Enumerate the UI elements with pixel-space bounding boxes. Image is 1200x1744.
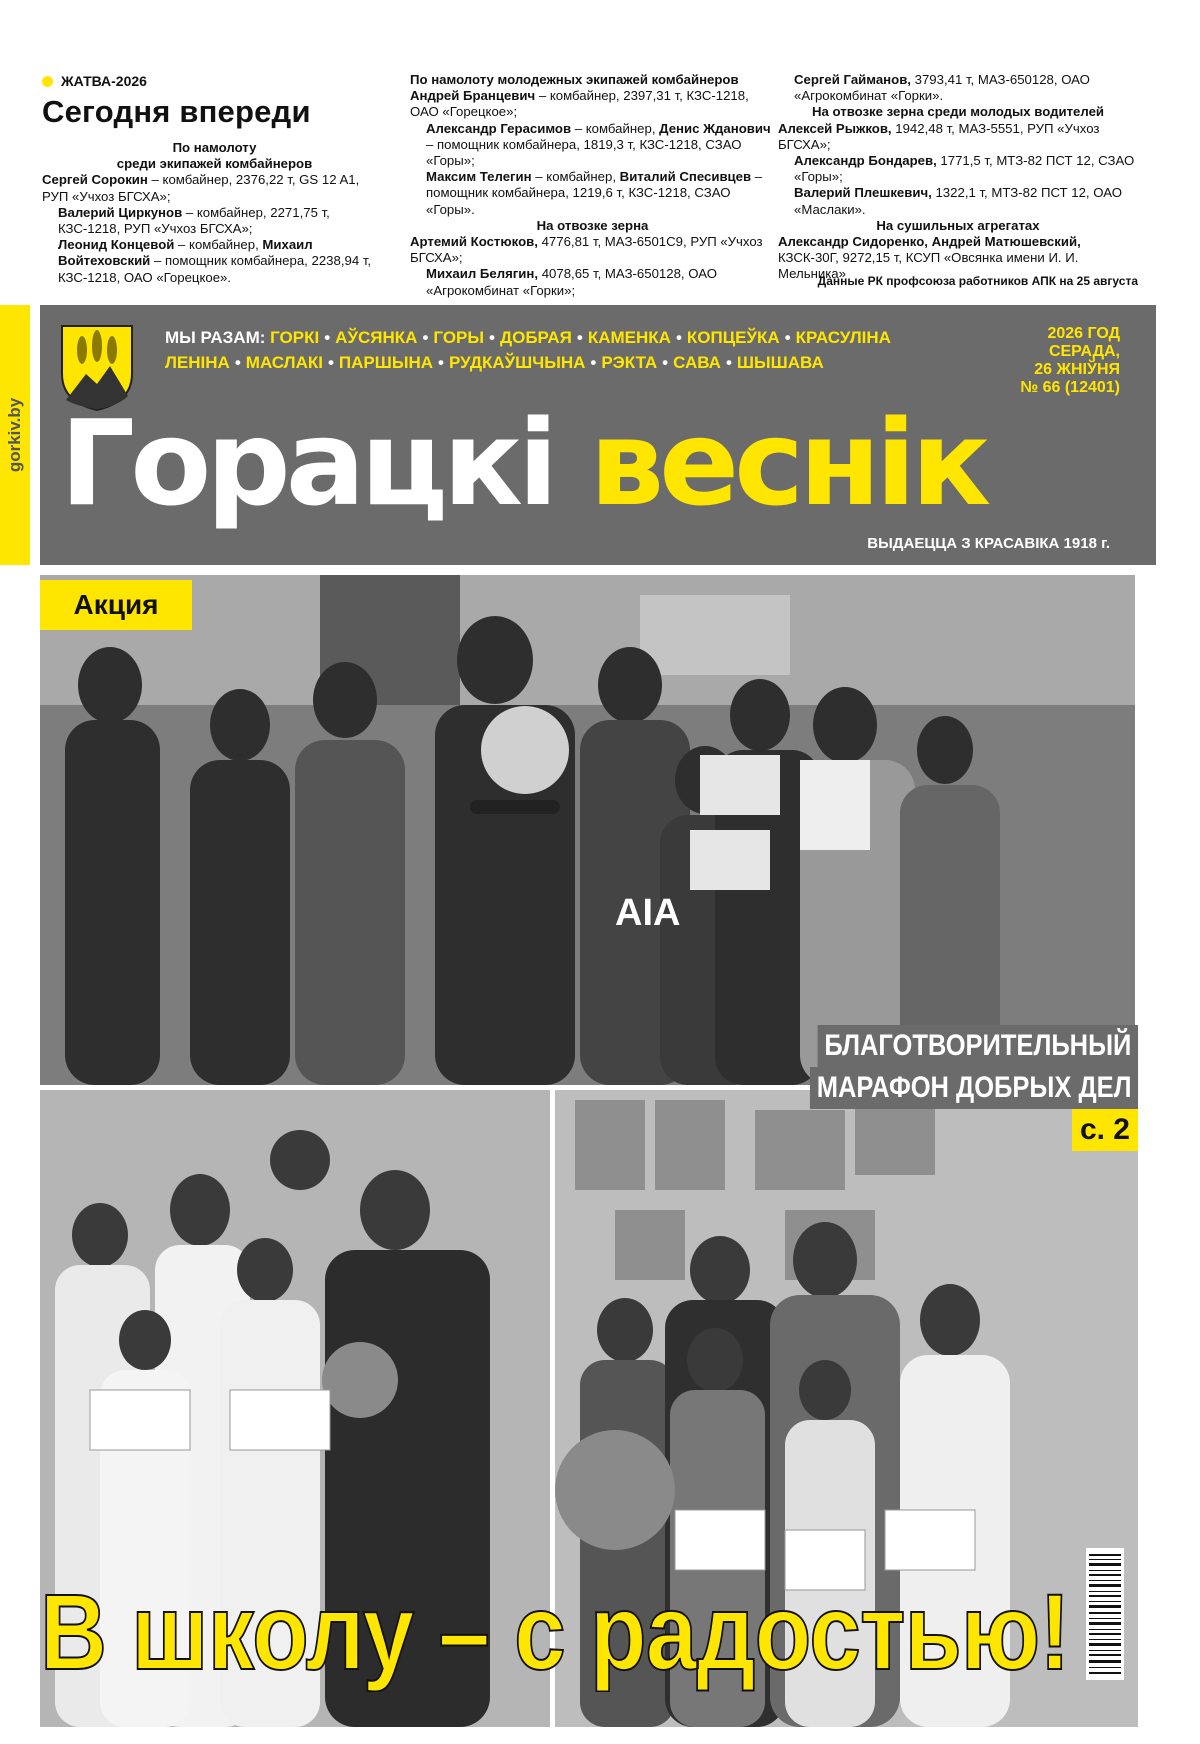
- promo-box[interactable]: [752, 1025, 1138, 1151]
- place-name: АЎСЯНКА: [335, 328, 418, 347]
- section-tag: [42, 73, 147, 89]
- separator-dot: •: [324, 328, 331, 347]
- person-name: Артемий Костюков,: [410, 234, 538, 250]
- person-name: По намолоту молодежных экипажей комбайнеров: [410, 72, 739, 87]
- news-paragraph: Максим Телегин – комбайнер, Виталий Спесивцев – помощник комбайнера, 1219,6 т, КЗС-1218, СЗАО «Горы».: [426, 169, 763, 217]
- place-name: РЭКТА: [601, 353, 658, 372]
- photo-credit: ФОТО МИХАИЛА ЛЕВЦОВА: [998, 1729, 1138, 1740]
- person-name: Алексей Рыжков,: [778, 120, 892, 136]
- separator-dot: •: [576, 328, 583, 347]
- website-strip[interactable]: [0, 305, 30, 565]
- news-paragraph: По намолоту: [172, 140, 257, 155]
- bullet-icon: [42, 76, 53, 87]
- person-name: Михаил Войтеховский: [58, 237, 313, 269]
- place-name: КРАСУЛІНА: [795, 328, 891, 347]
- news-column-1: [42, 140, 387, 286]
- person-name: Андрей Бранцевич: [410, 88, 536, 104]
- news-paragraph: Михаил Белягин, 4078,65 т, МАЗ-650128, ОАО «Агрокомбинат «Горки»;: [426, 266, 717, 298]
- person-name: Валерий Циркунов: [58, 204, 183, 220]
- news-paragraph: Валерий Циркунов – комбайнер, 2271,75 т, КЗС-1218, РУП «Учхоз БГСХА»;: [58, 204, 330, 237]
- news-paragraph: Сергей Сорокин – комбайнер, 2376,22 т, GS 12 A1, РУП «Учхоз БГСХА»;: [42, 172, 360, 204]
- shirt-text: AIA: [615, 892, 681, 934]
- news-column-3: [778, 72, 1138, 283]
- place-name: КОПЦЕЎКА: [686, 328, 780, 347]
- separator-dot: •: [675, 328, 682, 347]
- news-paragraph: На отвозке зерна среди молодых водителей: [811, 104, 1105, 120]
- person-name: Сергей Гайманов,: [794, 72, 911, 87]
- person-name: Александр Герасимов: [426, 120, 572, 136]
- place-name: ШЫШАВА: [736, 353, 824, 372]
- places-line-1: [165, 328, 891, 348]
- person-name: Леонид Концевой: [58, 237, 175, 253]
- place-name: ПАРШЫНА: [338, 353, 434, 372]
- place-name: САВА: [673, 353, 721, 372]
- place-name: МАСЛАКІ: [245, 353, 323, 372]
- issue-info: [1020, 325, 1120, 397]
- place-name: РУДКАЎШЧЫНА: [449, 353, 586, 372]
- person-name: Максим Телегин: [426, 169, 532, 185]
- website-link[interactable]: gorkiv.by: [5, 397, 24, 473]
- news-paragraph: Валерий Плешкевич, 1322,1 т, МТЗ-82 ПСТ 12, ОАО «Маслаки».: [794, 185, 1122, 217]
- news-paragraph: среди экипажей комбайнеров: [116, 156, 313, 172]
- places-line-2: [165, 353, 824, 373]
- issue-weekday: СЕРАДА,: [1048, 343, 1120, 360]
- place-name: ГОРКІ: [270, 328, 320, 347]
- newspaper-title: [60, 394, 987, 532]
- person-name: Михаил Белягин,: [426, 266, 539, 282]
- barcode-icon: [1086, 1548, 1124, 1680]
- issue-year: 2026 ГОД: [1047, 325, 1120, 342]
- person-name: Александр Сидоренко, Андрей Матюшевский,: [778, 234, 1081, 250]
- news-paragraph: [410, 72, 775, 88]
- issue-date: 26 ЖНІЎНЯ: [1034, 361, 1120, 378]
- separator-dot: •: [234, 353, 241, 372]
- news-source: Данные РК профсоюза работников АПК на 25 августа: [817, 274, 1138, 288]
- news-paragraph: Артемий Костюков, 4776,81 т, МАЗ-6501С9, РУП «Учхоз БГСХА»;: [410, 234, 763, 266]
- separator-dot: •: [590, 353, 597, 372]
- places-prefix: МЫ РАЗАМ:: [165, 328, 266, 347]
- since-line: ВЫДАЕЦЦА З КРАСАВІКА 1918 г.: [867, 535, 1110, 552]
- issue-number: № 66 (12401): [1020, 379, 1120, 396]
- promo-line-1: БЛАГОТВОРИТЕЛЬНЫЙ: [817, 1025, 1138, 1067]
- news-paragraph: Андрей Бранцевич – комбайнер, 2397,31 т, КЗС-1218, ОАО «Горецкое»;: [410, 88, 749, 120]
- news-paragraph: Сергей Гайманов, 3793,41 т, МАЗ-650128, ОАО «Агрокомбинат «Горки».: [794, 72, 1090, 104]
- section-label: Акция: [40, 580, 192, 630]
- main-headline: В школу – с радостью!: [40, 1571, 1070, 1692]
- separator-dot: •: [327, 353, 334, 372]
- separator-dot: •: [422, 328, 429, 347]
- news-paragraph: Александр Бондарев, 1771,5 т, МТЗ-82 ПСТ 12, СЗАО «Горы»;: [794, 153, 1135, 185]
- person-name: Валерий Плешкевич,: [794, 185, 932, 201]
- place-name: ДОБРАЯ: [499, 328, 572, 347]
- section-tag-text: ЖАТВА-2026: [61, 73, 147, 89]
- news-paragraph: Александр Сидоренко, Андрей Матюшевский, КЗСК-30Г, 9272,15 т, КСУП «Овсянка имени И. И. Мельника»: [778, 234, 1081, 282]
- news-headline: Сегодня впереди: [42, 94, 311, 129]
- news-paragraph: На сушильных агрегатах: [876, 217, 1040, 233]
- separator-dot: •: [489, 328, 495, 347]
- separator-dot: •: [662, 353, 669, 372]
- news-column-2: [410, 72, 775, 299]
- separator-dot: •: [784, 328, 791, 347]
- news-paragraph: Алексей Рыжков, 1942,48 т, МАЗ-5551, РУП «Учхоз БГСХА»;: [778, 120, 1100, 152]
- title-part-2: веснік: [589, 394, 987, 532]
- separator-dot: •: [725, 353, 732, 372]
- person-name: Сергей Сорокин: [42, 172, 148, 188]
- promo-line-2: МАРАФОН ДОБРЫХ ДЕЛ: [810, 1067, 1138, 1109]
- news-paragraph: Александр Герасимов – комбайнер, Денис Жданович – помощник комбайнера, 1819,3 т, КЗС-1218, СЗАО «Горы»;: [426, 120, 771, 169]
- main-photo: [40, 575, 1135, 1085]
- place-name: КАМЕНКА: [587, 328, 671, 347]
- person-name: Александр Бондарев,: [794, 153, 937, 169]
- page-reference[interactable]: с. 2: [1072, 1109, 1138, 1151]
- separator-dot: •: [438, 353, 444, 372]
- place-name: ЛЕНІНА: [165, 353, 230, 372]
- news-paragraph: Леонид Концевой – комбайнер, Михаил Войтеховский – помощник комбайнера, 2238,94 т, КЗС-1218, ОАО «Горецкое».: [58, 237, 372, 285]
- title-part-1: Горацкі: [60, 394, 554, 532]
- place-name: ГОРЫ: [433, 328, 485, 347]
- person-name: Денис Жданович: [659, 120, 771, 136]
- news-paragraph: На отвозке зерна: [536, 217, 649, 233]
- person-name: Виталий Спесивцев: [619, 169, 752, 185]
